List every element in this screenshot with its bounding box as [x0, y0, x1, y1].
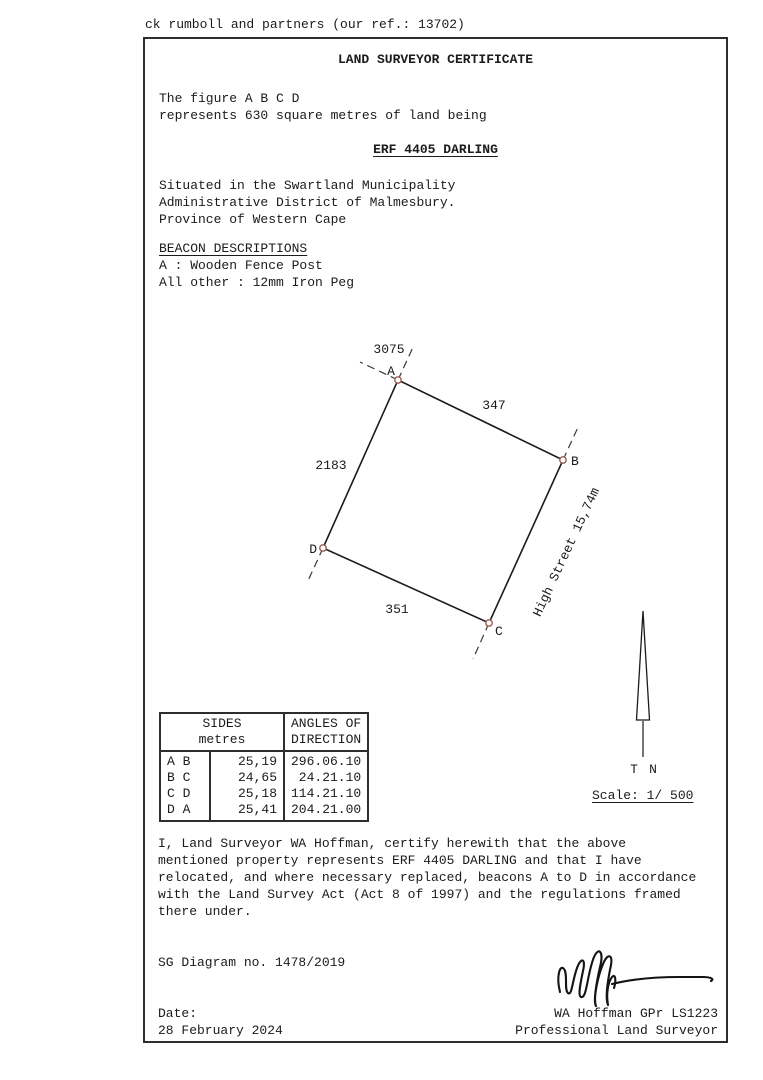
- corner-label-d: D: [309, 542, 317, 557]
- signature-tail: [612, 977, 712, 984]
- certification-line: I, Land Surveyor WA Hoffman, certify herewith that the above: [158, 836, 627, 851]
- neighbour-number-right: 347: [482, 398, 506, 413]
- date-value: 28 February 2024: [158, 1023, 283, 1038]
- certification-paragraph: [158, 835, 733, 920]
- document-title: LAND SURVEYOR CERTIFICATE: [337, 52, 534, 67]
- survey-diagram: [278, 327, 645, 677]
- firm-reference: ck rumboll and partners (our ref.: 13702): [145, 17, 465, 32]
- north-label-t: T: [630, 762, 638, 777]
- beacon-item-a: A : Wooden Fence Post: [159, 258, 323, 273]
- table-header-sides-line1: SIDES: [202, 716, 242, 731]
- north-arrow-icon: [637, 611, 650, 720]
- situated-line-2: Administrative District of Malmesbury.: [159, 195, 456, 210]
- side-length: 25,18: [210, 786, 284, 802]
- situated-line-3: Province of Western Cape: [159, 212, 347, 227]
- side-length: 25,41: [210, 802, 284, 821]
- table-row: [160, 802, 368, 821]
- table-header-angles: [284, 713, 368, 751]
- figure-line-1: The figure A B C D: [159, 91, 300, 106]
- sg-diagram-number: SG Diagram no. 1478/2019: [158, 955, 346, 970]
- table-header-sides-line2: metres: [198, 732, 246, 747]
- neighbour-number-top: 3075: [373, 342, 405, 357]
- side-pair: D A: [167, 802, 191, 817]
- table-header-angles-line2: DIRECTION: [291, 732, 362, 747]
- certification-line: there under.: [158, 904, 252, 919]
- beacon-descriptions-heading: BEACON DESCRIPTIONS: [159, 241, 308, 256]
- sides-angles-table: [159, 712, 369, 822]
- beacon-item-other: All other : 12mm Iron Peg: [159, 275, 355, 290]
- surveyor-title: Professional Land Surveyor: [515, 1023, 718, 1038]
- table-row: [160, 786, 368, 802]
- scale-label: Scale: 1/ 500: [592, 788, 694, 803]
- street-label: High Street 15,74m: [529, 485, 603, 620]
- signature-scribble: [558, 951, 615, 1006]
- certification-line: mentioned property represents ERF 4405 DARLING and that I have: [158, 853, 642, 868]
- neighbour-number-bottom: 351: [385, 602, 409, 617]
- corner-label-b: B: [571, 454, 579, 469]
- north-label-n: N: [649, 762, 657, 777]
- date-label: Date:: [158, 1006, 198, 1021]
- neighbour-number-left: 2183: [315, 458, 347, 473]
- table-row: [160, 770, 368, 786]
- side-pair: B C: [167, 770, 191, 785]
- side-pair: C D: [167, 786, 191, 801]
- surveyor-name: WA Hoffman GPr LS1223: [554, 1006, 718, 1021]
- erf-title: ERF 4405 DARLING: [373, 142, 498, 157]
- certification-line: relocated, and where necessary replaced, beacons A to D in accordance: [158, 870, 697, 885]
- table-header-angles-line1: ANGLES OF: [291, 716, 362, 731]
- direction-angle: 114.21.10: [284, 786, 368, 802]
- boundary-extension-c: [473, 623, 489, 659]
- direction-angle: 24.21.10: [284, 770, 368, 786]
- corner-label-a: A: [387, 364, 395, 379]
- north-arrow: [605, 607, 690, 779]
- side-pair: A B: [167, 754, 191, 769]
- certification-line: with the Land Survey Act (Act 8 of 1997) and the regulations framed: [158, 887, 681, 902]
- side-length: 24,65: [210, 770, 284, 786]
- beacon-d-marker: [320, 545, 326, 551]
- surveyor-signature: [552, 946, 722, 1010]
- table-header-sides: [160, 713, 284, 751]
- table-row: [160, 751, 368, 770]
- figure-line-2: represents 630 square metres of land being: [159, 108, 487, 123]
- side-length: 25,19: [210, 751, 284, 770]
- direction-angle: 204.21.00: [284, 802, 368, 821]
- beacon-b-marker: [560, 457, 566, 463]
- beacon-c-marker: [486, 620, 492, 626]
- situated-line-1: Situated in the Swartland Municipality: [159, 178, 456, 193]
- direction-angle: 296.06.10: [284, 751, 368, 770]
- corner-label-c: C: [495, 624, 503, 639]
- erf-boundary-polygon: [323, 380, 563, 623]
- beacon-a-marker: [395, 377, 401, 383]
- table-header-row: [160, 713, 368, 751]
